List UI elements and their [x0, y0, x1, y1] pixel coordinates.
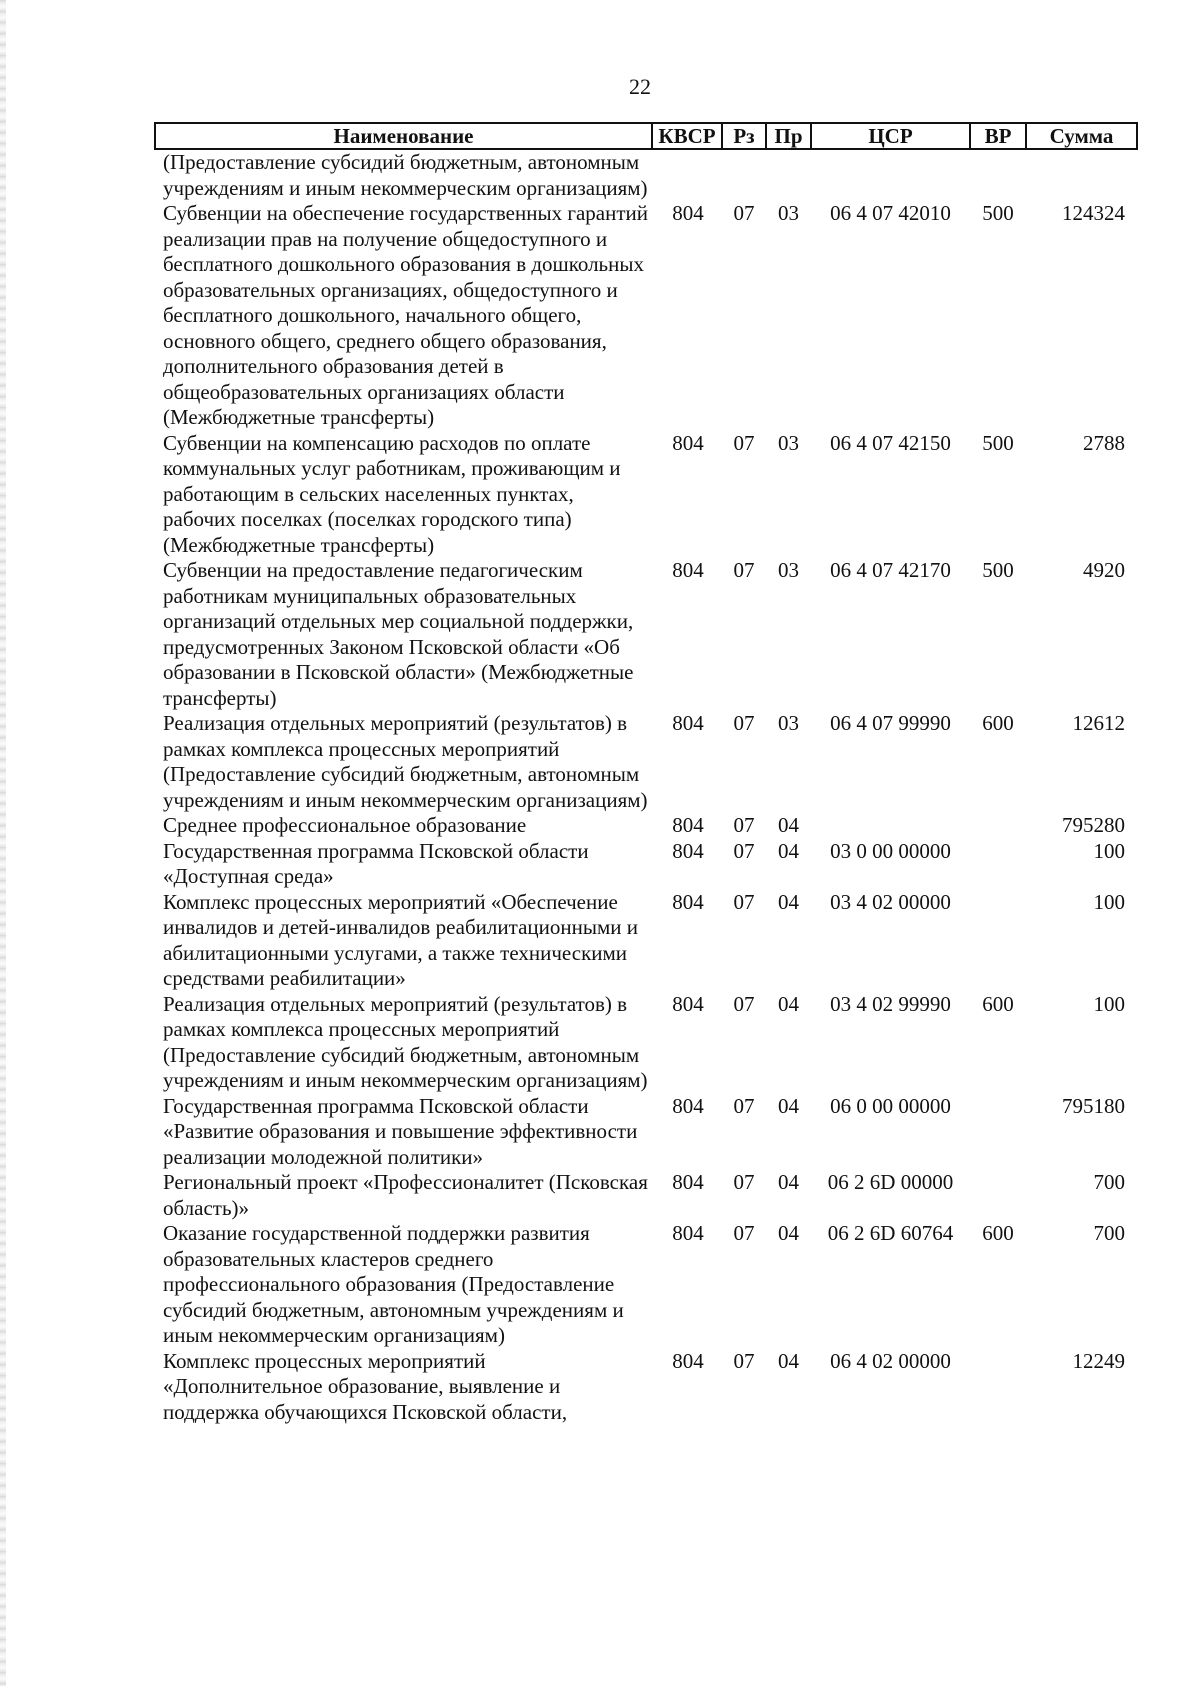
row-name: Реализация отдельных мероприятий (результатов) в рамках комплекса процессных мероприятий (Предоставление субсидий бюджетным, автономным учреждениям и иным некоммерческим организациям) [163, 991, 648, 1092]
row-rz: 07 [733, 991, 755, 1016]
row-kvsr: 804 [672, 1093, 704, 1118]
table-row [155, 1349, 1137, 1426]
row-name: Региональный проект «Профессионалитет (Псковская область)» [163, 1170, 648, 1220]
row-sum: 100 [1093, 991, 1125, 1016]
row-kvsr: 804 [672, 711, 704, 735]
row-kvsr: 804 [672, 1170, 704, 1194]
row-csr: 06 2 6D 60764 [827, 1221, 954, 1245]
row-vr [970, 1349, 1026, 1426]
row-csr: 06 4 02 00000 [830, 1348, 951, 1373]
header-rz: Рз [722, 123, 766, 149]
row-kvsr [652, 149, 722, 201]
row-rz: 07 [733, 430, 755, 455]
row-csr [811, 813, 970, 839]
header-pr: Пр [766, 123, 811, 149]
row-sum: 12249 [1072, 1348, 1125, 1373]
budget-table [154, 122, 1138, 1425]
row-pr: 04 [778, 991, 799, 1016]
row-sum: 12612 [1072, 711, 1125, 735]
row-name: Среднее профессиональное образование [163, 813, 527, 837]
row-sum: 2788 [1083, 430, 1125, 455]
header-vr: ВР [970, 123, 1026, 149]
row-pr: 03 [778, 430, 799, 455]
row-kvsr: 804 [672, 1221, 704, 1245]
header-csr: ЦСР [811, 123, 970, 149]
row-kvsr: 804 [672, 1348, 704, 1373]
row-csr: 03 4 02 99990 [830, 991, 951, 1016]
row-sum: 4920 [1083, 558, 1125, 582]
row-name: (Предоставление субсидий бюджетным, автономным учреждениям и иным некоммерческим организациям) [163, 150, 648, 200]
row-pr: 04 [778, 1221, 799, 1245]
row-vr: 500 [982, 558, 1014, 582]
row-kvsr: 804 [672, 813, 704, 837]
row-name: Реализация отдельных мероприятий (результатов) в рамках комплекса процессных мероприятий (Предоставление субсидий бюджетным, автономным учреждениям и иным некоммерческим организациям) [163, 711, 648, 812]
row-vr: 600 [982, 991, 1014, 1016]
row-csr: 03 0 00 00000 [830, 838, 951, 863]
row-rz: 07 [733, 1348, 755, 1373]
row-vr [970, 839, 1026, 890]
row-rz: 07 [733, 838, 755, 863]
table-row [155, 558, 1137, 711]
row-name: Субвенции на компенсацию расходов по оплате коммунальных услуг работникам, проживающим и работающим в сельских населенных пунктах, рабочих поселках (поселках городского типа) (Межбюджетные трансферты) [163, 430, 621, 557]
row-pr: 04 [778, 813, 799, 837]
row-vr: 600 [982, 711, 1014, 735]
table-row [155, 992, 1137, 1094]
header-kvsr: КВСР [652, 123, 722, 149]
row-pr: 03 [778, 711, 799, 735]
row-rz [722, 149, 766, 201]
row-sum: 700 [1093, 1221, 1125, 1245]
header-row [155, 123, 1137, 149]
row-vr [970, 149, 1026, 201]
table-row [155, 711, 1137, 813]
row-csr [811, 149, 970, 201]
header-name: Наименование [155, 123, 652, 149]
table-body [155, 149, 1137, 1425]
row-pr: 04 [778, 838, 799, 863]
row-sum [1026, 149, 1137, 201]
row-sum: 795280 [1062, 813, 1125, 837]
row-rz: 07 [733, 201, 755, 225]
row-name: Комплекс процессных мероприятий «Дополнительное образование, выявление и поддержка обучающихся Псковской области, [163, 1348, 568, 1424]
row-sum: 700 [1093, 1170, 1125, 1194]
row-csr: 06 2 6D 00000 [827, 1170, 954, 1194]
table-header [155, 123, 1137, 149]
row-pr: 04 [778, 1170, 799, 1194]
row-vr [970, 813, 1026, 839]
row-csr: 06 0 00 00000 [830, 1093, 951, 1118]
row-vr [970, 1094, 1026, 1171]
row-name: Государственная программа Псковской области «Доступная среда» [163, 838, 589, 888]
row-pr: 04 [778, 1093, 799, 1118]
row-rz: 07 [733, 711, 755, 735]
row-rz: 07 [733, 558, 755, 582]
row-rz: 07 [733, 813, 755, 837]
row-kvsr: 804 [672, 430, 704, 455]
row-csr: 06 4 07 42150 [830, 430, 951, 455]
table-row [155, 839, 1137, 890]
row-kvsr: 804 [672, 889, 704, 914]
scan-edge [0, 0, 6, 1686]
table-row [155, 149, 1137, 201]
row-rz: 07 [733, 1093, 755, 1118]
row-sum: 100 [1093, 889, 1125, 914]
row-pr [766, 149, 811, 201]
header-sum: Сумма [1026, 123, 1137, 149]
row-csr: 06 4 07 99990 [830, 711, 951, 735]
row-name: Субвенции на обеспечение государственных гарантий реализации прав на получение общедоступного и бесплатного дошкольного образования в дошкольных образовательных организациях, общедоступного и бесплатного дошкольного, начального общего, основного общего, среднего общего образования, дополнительного образования детей в общеобразовательных организациях области (Межбюджетные трансферты) [163, 201, 648, 429]
table-row [155, 201, 1137, 431]
page-number: 22 [629, 74, 651, 99]
row-name: Комплекс процессных мероприятий «Обеспечение инвалидов и детей-инвалидов реабилитационными и абилитационными услугами, а также техническими средствами реабилитации» [163, 889, 638, 990]
table-row [155, 431, 1137, 559]
table-row [155, 890, 1137, 992]
table-row [155, 1221, 1137, 1349]
row-sum: 100 [1093, 838, 1125, 863]
row-vr [970, 890, 1026, 992]
row-pr: 04 [778, 889, 799, 914]
row-pr: 03 [778, 201, 799, 225]
row-name: Оказание государственной поддержки развития образовательных кластеров среднего профессионального образования (Предоставление субсидий бюджетным, автономным учреждениям и иным некоммерческим организациям) [163, 1221, 624, 1347]
row-sum: 795180 [1062, 1093, 1125, 1118]
row-name: Субвенции на предоставление педагогическим работникам муниципальных образовательных организаций отдельных мер социальной поддержки, предусмотренных Законом Псковской области «Об образовании в Псковской области» (Межбюджетные трансферты) [163, 558, 634, 710]
row-pr: 04 [778, 1348, 799, 1373]
row-vr: 500 [982, 201, 1014, 225]
table-row [155, 813, 1137, 839]
row-kvsr: 804 [672, 201, 704, 225]
row-kvsr: 804 [672, 991, 704, 1016]
row-rz: 07 [733, 889, 755, 914]
row-csr: 03 4 02 00000 [830, 889, 951, 914]
row-vr: 600 [982, 1221, 1014, 1245]
row-vr: 500 [982, 430, 1014, 455]
row-pr: 03 [778, 558, 799, 582]
row-rz: 07 [733, 1170, 755, 1194]
table-row [155, 1094, 1137, 1171]
row-kvsr: 804 [672, 838, 704, 863]
row-csr: 06 4 07 42010 [830, 201, 951, 225]
row-csr: 06 4 07 42170 [830, 558, 951, 582]
row-vr [970, 1170, 1026, 1221]
row-kvsr: 804 [672, 558, 704, 582]
row-rz: 07 [733, 1221, 755, 1245]
table-row [155, 1170, 1137, 1221]
row-sum: 124324 [1062, 201, 1125, 225]
row-name: Государственная программа Псковской области «Развитие образования и повышение эффективности реализации молодежной политики» [163, 1093, 638, 1169]
